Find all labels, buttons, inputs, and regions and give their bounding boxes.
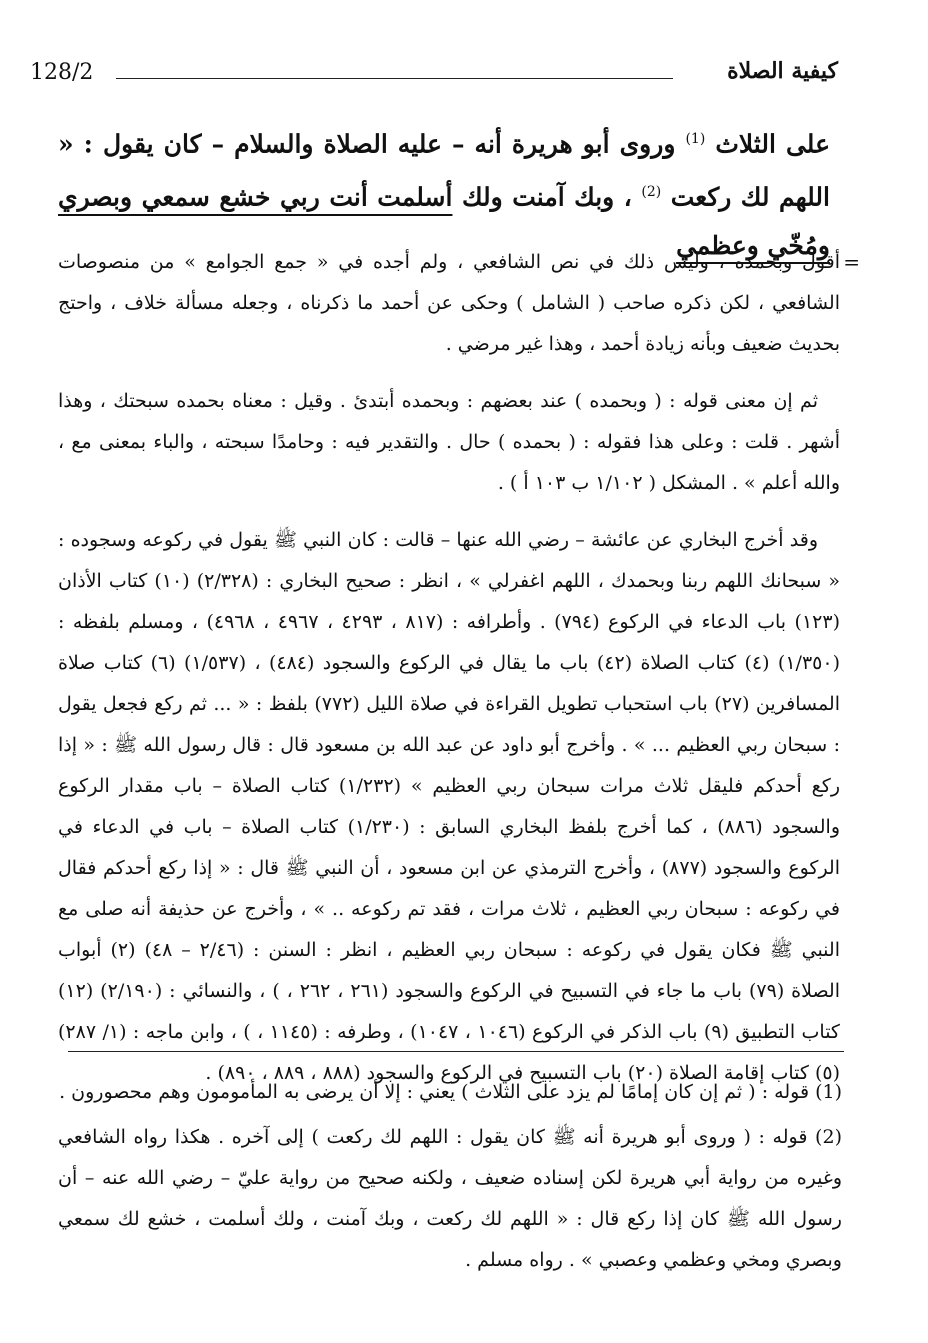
header-rule bbox=[116, 78, 673, 79]
footnote-1: (1) قوله : ( ثم إن كان إمامًا لم يزد على الثلاث ) يعني : إلا أن يرضى به المأمومون وهم محصورون . bbox=[59, 1081, 842, 1103]
commentary-paragraph: ثم إن معنى قوله : ( وبحمده ) عند بعضهم : وبحمده أبتدئ . وقيل : معناه بحمده سبحتك ، وهذا أشهر . قلت : وعلى هذا فقوله : ( بحمده ) حال . والتقدير فيه : وحامدًا سبحته ، والباء بمعنى مع ، والله أعلم » . المشكل ( ١/١٠٢ ب ١٠٣ أ ) . bbox=[58, 390, 840, 494]
main-text-segment: وروى أبو هريرة أنه – عليه الصلاة والسلام – كان يقول : « اللهم لك ركعت bbox=[58, 129, 830, 212]
page-header bbox=[30, 58, 838, 88]
footnote-2: (2) قوله : ( وروى أبو هريرة أنه ﷺ كان يقول : اللهم لك ركعت ) إلى آخره . هكذا رواه الشافعي وغيره من رواية أبي هريرة لكن إسناده ضعيف ، ولكنه صحيح من رواية عليّ – رضي الله عنه – أن رسول الله ﷺ كان إذا ركع قال : « اللهم لك ركعت ، وبك آمنت ، ولك أسلمت ، خشع لك سمعي وبصري ومخي وعظمي وعصبي » . رواه مسلم . bbox=[58, 1126, 842, 1271]
main-text-segment: ، وبك آمنت ولك bbox=[452, 182, 642, 212]
chapter-title: كيفية الصلاة bbox=[727, 58, 838, 84]
footnotes bbox=[58, 1072, 842, 1285]
page-number: 128/2 bbox=[30, 60, 94, 85]
commentary bbox=[58, 242, 860, 1110]
main-text-segment: على الثلاث bbox=[705, 129, 830, 159]
underlined-text: أسلمت أنت ربي خشع سمعي وبصري ومُخّي وعظمي bbox=[58, 182, 830, 260]
commentary-paragraph: أقول وبحمده ، وليس ذلك في نص الشافعي ، ولم أجده في « جمع الجوامع » من منصوصات الشافعي ، لكن ذكره صاحب ( الشامل ) وحكى عن أحمد ما ذكرناه ، وجعله مسألة خلاف ، واحتج بحديث ضعيف وبأنه زيادة أحمد ، وهذا غير مرضي . bbox=[58, 251, 840, 355]
footnote-ref-2: (2) bbox=[641, 184, 662, 201]
footnote-ref-1: (1) bbox=[685, 131, 706, 147]
continuation-mark: = bbox=[843, 250, 860, 274]
commentary-paragraph: وقد أخرج البخاري عن عائشة – رضي الله عنها – قالت : كان النبي ﷺ يقول في ركوعه وسجوده : « سبحانك اللهم ربنا وبحمدك ، اللهم اغفرلي » ، انظر : صحيح البخاري : (٢/٣٢٨) (١٠) كتاب الأذان (١٢٣) باب الدعاء في الركوع (٧٩٤) . وأطرافه : (٨١٧ ، ٤٢٩٣ ، ٤٩٦٧ ، ٤٩٦٨) ، ومسلم بلفظه : (١/٣٥٠) (٤) كتاب الصلاة (٤٢) باب ما يقال في الركوع والسجود (٤٨٤) ، (١/٥٣٧) (٦) كتاب صلاة المسافرين (٢٧) باب استحباب تطويل القراءة في صلاة الليل (٧٧٢) بلفظ : « ... ثم ركع فجعل يقول : سبحان ربي العظيم ... » . وأخرج أبو داود عن عبد الله بن مسعود قال : قال رسول الله ﷺ : « إذا ركع أحدكم فليقل ثلاث مرات سبحان ربي العظيم » (١/٢٣٢) كتاب الصلاة – باب مقدار الركوع والسجود (٨٨٦) ، كما أخرج بلفظ البخاري السابق : (١/٢٣٠) كتاب الصلاة – باب في الدعاء في الركوع والسجود (٨٧٧) ، وأخرج الترمذي عن ابن مسعود ، أن النبي ﷺ قال : « إذا ركع أحدكم فقال في ركوعه : سبحان ربي العظيم ، ثلاث مرات ، فقد تم ركوعه .. » ، وأخرج عن حذيفة أنه صلى مع النبي ﷺ فكان يقول في ركوعه : سبحان ربي العظيم ، انظر : السنن : (٢/٤٦ – ٤٨) (٢) أبواب الصلاة (٧٩) باب ما جاء في التسبيح في الركوع والسجود (٢٦١ ، ٢٦٢ ، ) ، والنسائي : (٢/١٩٠) (١٢) كتاب التطبيق (٩) باب الذكر في الركوع (١٠٤٦ ، ١٠٤٧) ، وطرفه : (١١٤٥ ، ) ، وابن ماجه : (١/ ٢٨٧) (٥) كتاب إقامة الصلاة (٢٠) باب التسبيح في الركوع والسجود (٨٨٨ ، ٨٨٩ ، ٨٩٠) . bbox=[58, 529, 840, 1084]
footnote-separator bbox=[68, 1051, 844, 1052]
